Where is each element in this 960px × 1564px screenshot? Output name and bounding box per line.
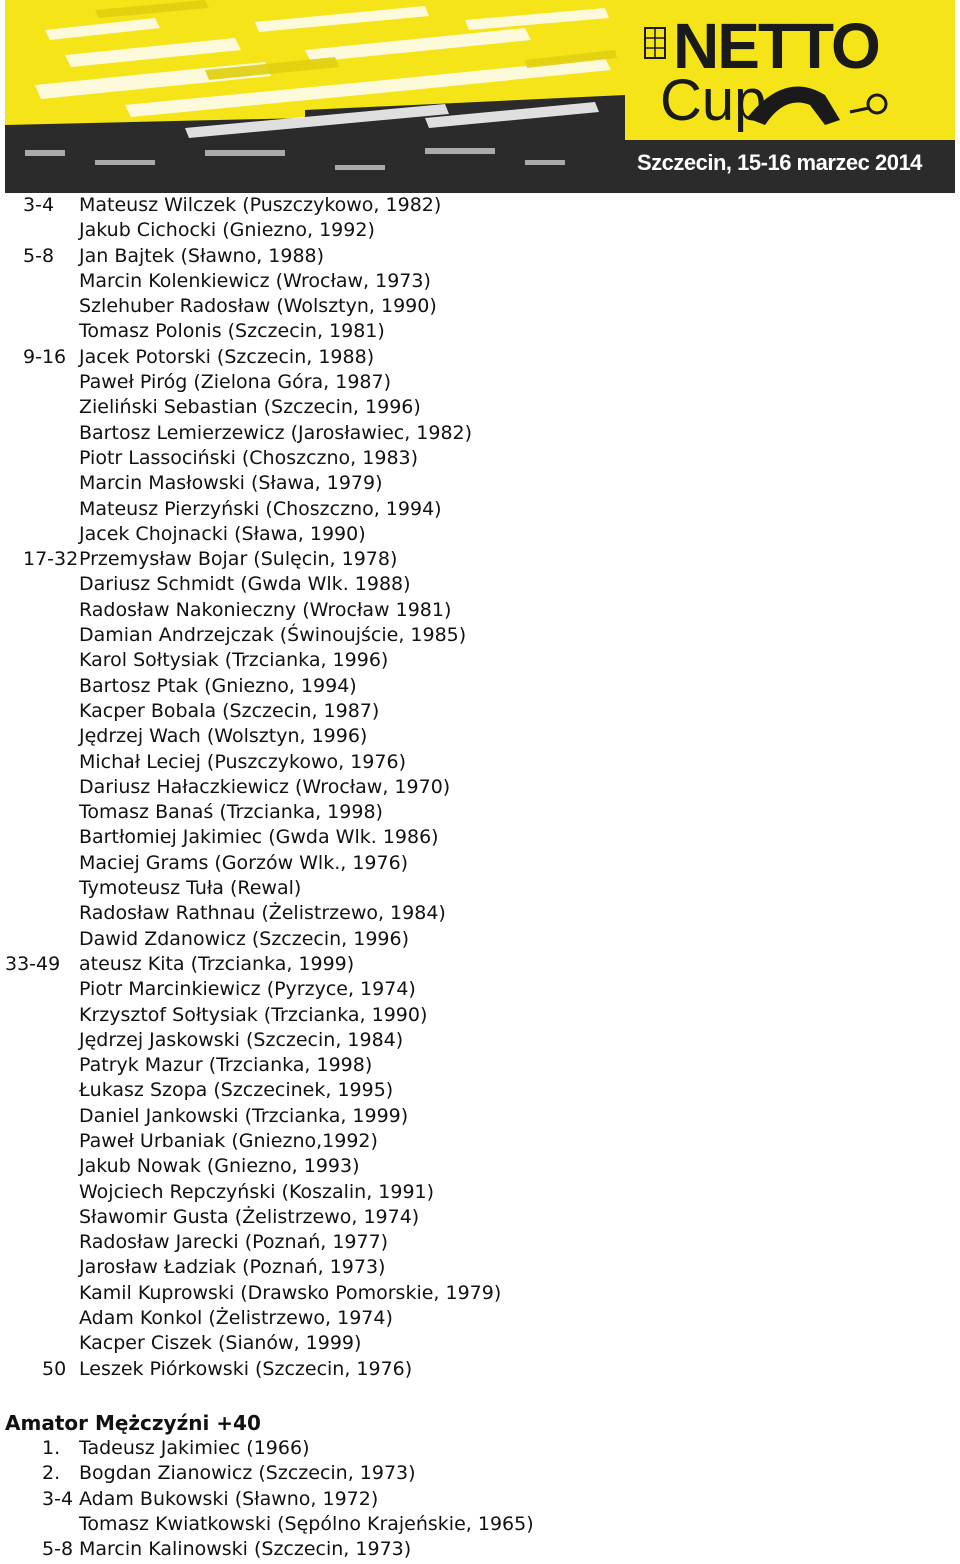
result-row [0, 218, 960, 243]
result-row [0, 1154, 960, 1179]
result-name: Piotr Marcinkiewicz (Pyrzyce, 1974) [79, 978, 416, 1001]
result-rank: 2. [42, 1462, 61, 1485]
event-banner [5, 0, 955, 193]
result-row [0, 1512, 960, 1537]
result-name: Jan Bajtek (Sławno, 1988) [79, 244, 325, 267]
result-name: Szlehuber Radosław (Wolsztyn, 1990) [79, 295, 437, 318]
result-rank: 17-32 [23, 548, 79, 571]
result-name: Tadeusz Jakimiec (1966) [79, 1437, 310, 1459]
result-name: Jacek Potorski (Szczecin, 1988) [79, 345, 375, 368]
result-name: Krzysztof Sołtysiak (Trzcianka, 1990) [79, 1003, 428, 1026]
result-row [0, 1281, 960, 1306]
result-name: Jarosław Ładziak (Poznań, 1973) [79, 1256, 386, 1279]
result-row [0, 927, 960, 952]
result-row [0, 547, 960, 572]
result-name: Daniel Jankowski (Trzcianka, 1999) [79, 1104, 409, 1127]
result-row [0, 977, 960, 1002]
result-row [0, 1306, 960, 1331]
result-name: Łukasz Szopa (Szczecinek, 1995) [79, 1079, 394, 1102]
result-row [0, 345, 960, 370]
result-name: Mateusz Pierzyński (Choszczno, 1994) [79, 497, 442, 520]
result-row [0, 699, 960, 724]
result-row [0, 244, 960, 269]
result-row [0, 1205, 960, 1230]
result-name: Jędrzej Jaskowski (Szczecin, 1984) [79, 1028, 404, 1051]
result-row [0, 319, 960, 344]
result-name: Mateusz Wilczek (Puszczykowo, 1982) [79, 194, 442, 216]
result-name: Maciej Grams (Gorzów Wlk., 1976) [79, 851, 409, 874]
result-name: ateusz Kita (Trzcianka, 1999) [79, 952, 355, 975]
result-name: Sławomir Gusta (Żelistrzewo, 1974) [79, 1205, 420, 1228]
result-row [0, 1053, 960, 1078]
result-name: Bogdan Zianowicz (Szczecin, 1973) [79, 1462, 416, 1485]
result-row [0, 1357, 960, 1382]
result-row [0, 522, 960, 547]
result-name: Dariusz Hałaczkiewicz (Wrocław, 1970) [79, 775, 451, 798]
result-name: Jakub Nowak (Gniezno, 1993) [79, 1155, 360, 1178]
result-name: Adam Konkol (Żelistrzewo, 1974) [79, 1307, 393, 1330]
result-row [0, 370, 960, 395]
result-name: Radosław Rathnau (Żelistrzewo, 1984) [79, 902, 446, 925]
result-row [0, 1487, 960, 1512]
result-row [0, 674, 960, 699]
result-row [0, 294, 960, 319]
result-name: Tomasz Kwiatkowski (Sępólno Krajeńskie, 1965) [79, 1512, 534, 1535]
result-row [0, 750, 960, 775]
result-name: Jędrzej Wach (Wolsztyn, 1996) [79, 725, 368, 748]
result-name: Jacek Chojnacki (Sława, 1990) [79, 522, 366, 545]
result-row [0, 775, 960, 800]
result-rank: 9-16 [23, 345, 67, 368]
result-row [0, 497, 960, 522]
result-row [0, 446, 960, 471]
result-name: Kacper Bobala (Szczecin, 1987) [79, 699, 380, 722]
result-row [0, 1003, 960, 1028]
result-row [0, 395, 960, 420]
event-location-date: Szczecin, 15-16 marzec 2014 [637, 150, 922, 175]
result-rank: 5-8 [42, 1538, 74, 1561]
result-name: Radosław Nakonieczny (Wrocław 1981) [79, 598, 452, 621]
result-name: Przemysław Bojar (Sulęcin, 1978) [79, 548, 398, 571]
result-row [0, 1255, 960, 1280]
result-name: Marcin Kalinowski (Szczecin, 1973) [79, 1538, 412, 1561]
brand-logo-text: NETTO [673, 10, 879, 82]
result-row [0, 876, 960, 901]
result-row [0, 1436, 960, 1461]
result-row [0, 1230, 960, 1255]
result-name: Dawid Zdanowicz (Szczecin, 1996) [79, 927, 410, 950]
result-row [0, 471, 960, 496]
result-row [0, 269, 960, 294]
result-name: Bartosz Lemierzewicz (Jarosławiec, 1982) [79, 421, 473, 444]
result-row [0, 572, 960, 597]
result-name: Karol Sołtysiak (Trzcianka, 1996) [79, 649, 389, 672]
result-row [0, 724, 960, 749]
result-name: Bartłomiej Jakimiec (Gwda Wlk. 1986) [79, 826, 439, 849]
result-row [0, 648, 960, 673]
result-name: Leszek Piórkowski (Szczecin, 1976) [79, 1357, 413, 1380]
result-name: Wojciech Repczyński (Koszalin, 1991) [79, 1180, 435, 1203]
result-row [0, 1331, 960, 1356]
result-name: Tomasz Banaś (Trzcianka, 1998) [79, 801, 383, 824]
result-row [0, 193, 960, 218]
result-row [0, 800, 960, 825]
result-name: Marcin Kolenkiewicz (Wrocław, 1973) [79, 269, 431, 292]
result-row [0, 952, 960, 977]
result-name: Bartosz Ptak (Gniezno, 1994) [79, 674, 357, 697]
result-row [0, 598, 960, 623]
result-name: Kamil Kuprowski (Drawsko Pomorskie, 1979) [79, 1281, 502, 1304]
result-row [0, 1078, 960, 1103]
result-name: Adam Bukowski (Sławno, 1972) [79, 1487, 379, 1510]
result-row [0, 1129, 960, 1154]
result-row [0, 901, 960, 926]
result-rank: 3-4 [42, 1487, 74, 1510]
result-row [0, 1180, 960, 1205]
result-name: Paweł Piróg (Zielona Góra, 1987) [79, 371, 392, 394]
result-row [0, 1028, 960, 1053]
result-name: Radosław Jarecki (Poznań, 1977) [79, 1231, 389, 1254]
result-name: Patryk Mazur (Trzcianka, 1998) [79, 1054, 373, 1077]
result-name: Michał Leciej (Puszczykowo, 1976) [79, 750, 406, 773]
result-name: Piotr Lassociński (Choszczno, 1983) [79, 446, 419, 469]
result-rank: 1. [42, 1437, 61, 1459]
result-row [0, 851, 960, 876]
result-name: Marcin Masłowski (Sława, 1979) [79, 472, 383, 495]
result-name: Kacper Ciszek (Sianów, 1999) [79, 1332, 362, 1355]
result-name: Tymoteusz Tuła (Rewal) [79, 877, 302, 900]
result-row [0, 623, 960, 648]
result-name: Damian Andrzejczak (Świnoujście, 1985) [79, 624, 467, 647]
results-list [0, 193, 960, 1382]
result-rank: 33-49 [5, 952, 61, 975]
brand-sub-logo-text: Cup [660, 68, 767, 133]
result-name: Tomasz Polonis (Szczecin, 1981) [79, 320, 385, 343]
section-heading: Amator Mężczyźni +40 [5, 1411, 261, 1435]
results-list-40plus [0, 1436, 960, 1562]
result-name: Zieliński Sebastian (Szczecin, 1996) [79, 396, 421, 419]
result-rank: 5-8 [23, 244, 55, 267]
result-rank: 50 [42, 1357, 67, 1380]
result-rank: 3-4 [23, 194, 55, 216]
result-name: Jakub Cichocki (Gniezno, 1992) [79, 219, 375, 242]
result-row [0, 1461, 960, 1486]
result-row [0, 825, 960, 850]
result-name: Dariusz Schmidt (Gwda Wlk. 1988) [79, 573, 411, 596]
result-row [0, 1537, 960, 1562]
result-row [0, 421, 960, 446]
result-name: Paweł Urbaniak (Gniezno,1992) [79, 1129, 378, 1152]
result-row [0, 1104, 960, 1129]
